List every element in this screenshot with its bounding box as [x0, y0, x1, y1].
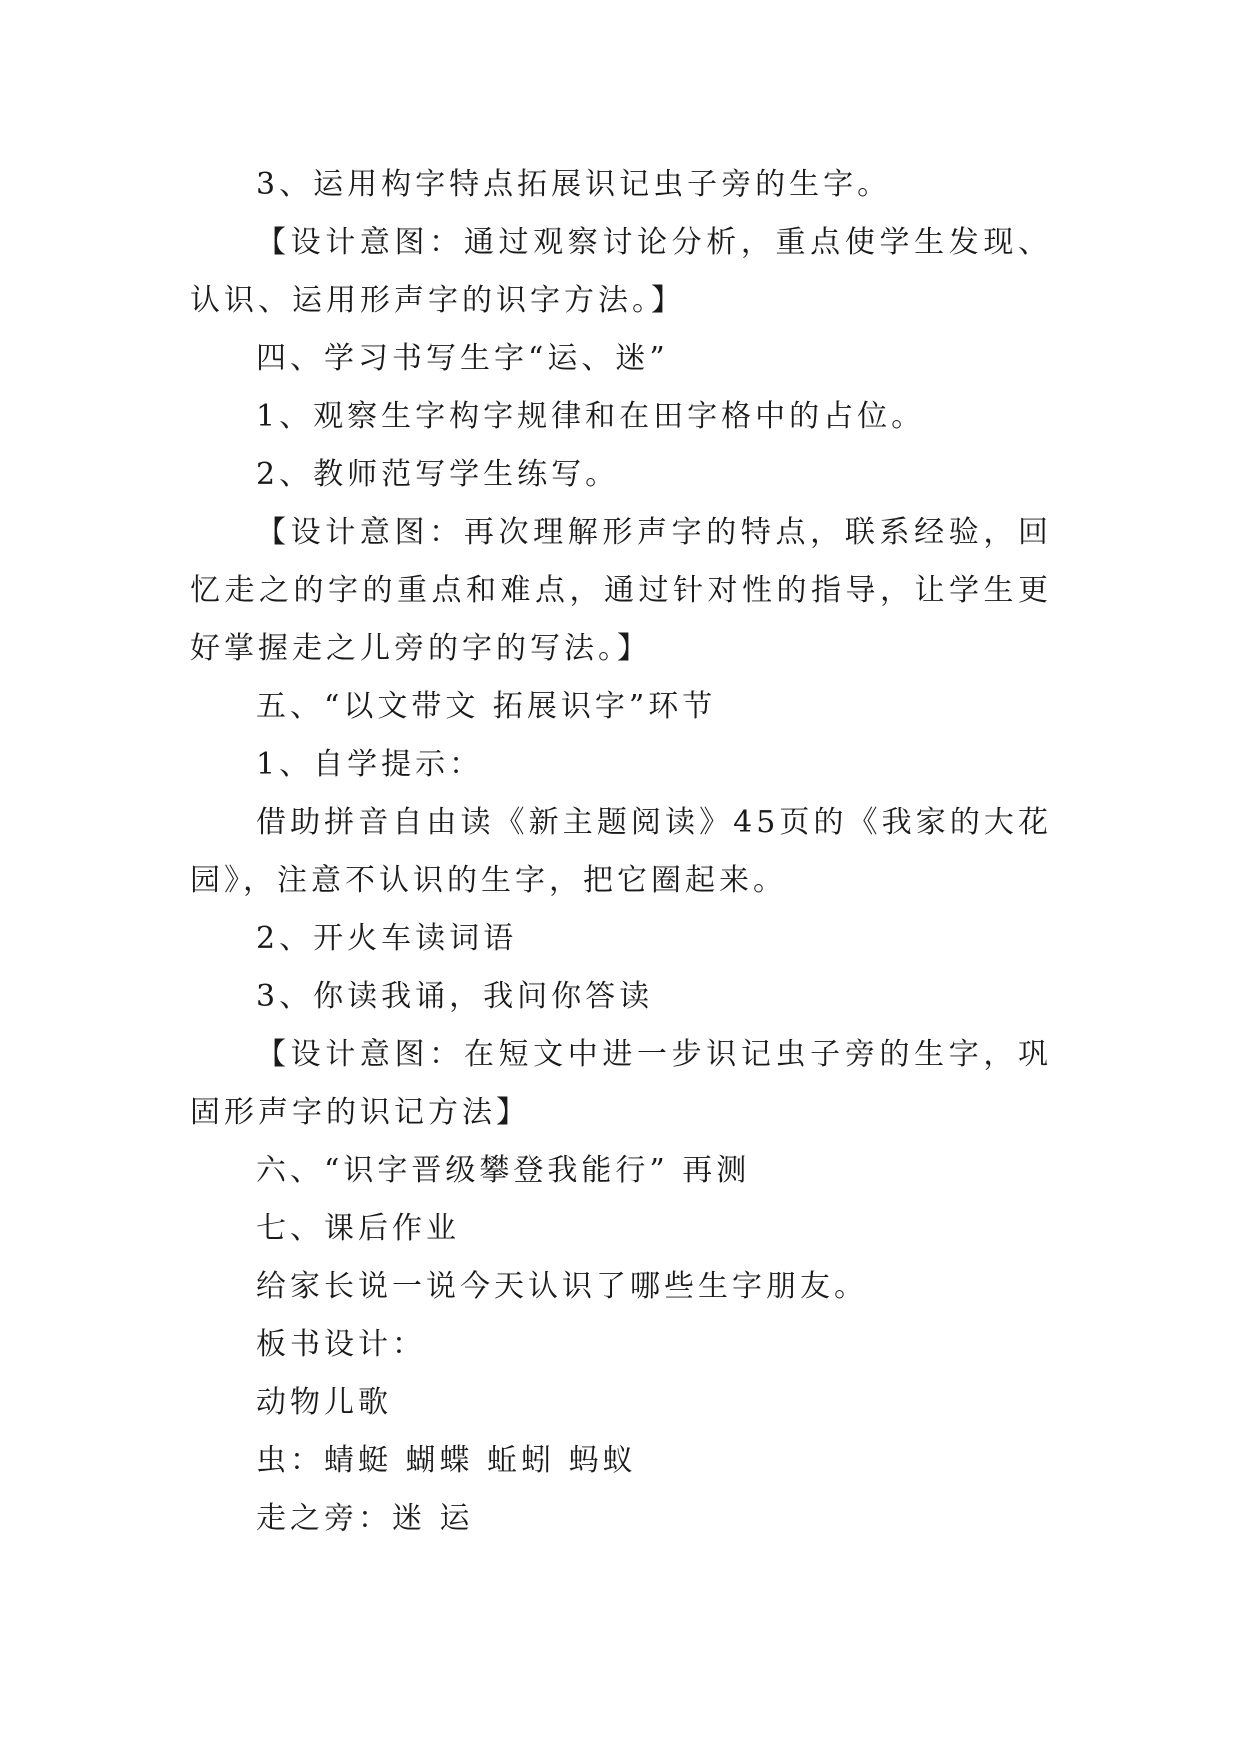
design-intent-note: 【设计意图：在短文中进一步识记虫子旁的生字，巩固形声字的识记方法】	[190, 1037, 1052, 1130]
board-design-line: 动物儿歌	[256, 1385, 392, 1420]
section-heading: 六、“识字晋级攀登我能行” 再测	[256, 1153, 751, 1188]
board-design-line: 走之旁：迷 运	[256, 1501, 474, 1536]
paragraph: 2、教师范写学生练写。	[256, 457, 620, 492]
board-design-title: 板书设计：	[256, 1327, 426, 1362]
paragraph: 给家长说一说今天认识了哪些生字朋友。	[256, 1269, 868, 1304]
board-design-line: 虫：蜻蜓 蝴蝶 蚯蚓 蚂蚁	[256, 1443, 637, 1478]
design-intent-note: 【设计意图：再次理解形声字的特点，联系经验，回忆走之的字的重点和难点，通过针对性的指导，让学生更好掌握走之儿旁的字的写法。】	[190, 515, 1052, 666]
section-heading: 七、课后作业	[256, 1211, 460, 1246]
paragraph: 1、自学提示：	[256, 747, 484, 782]
paragraph: 3、运用构字特点拓展识记虫子旁的生字。	[256, 167, 892, 202]
section-heading: 四、学习书写生字“运、迷”	[256, 341, 669, 376]
design-intent-note: 【设计意图：通过观察讨论分析，重点使学生发现、认识、运用形声字的识字方法。】	[190, 225, 1052, 318]
paragraph: 3、你读我诵，我问你答读	[256, 979, 654, 1014]
paragraph: 1、观察生字构字规律和在田字格中的占位。	[256, 399, 926, 434]
section-heading: 五、“以文带文 拓展识字”环节	[256, 689, 717, 724]
paragraph: 借助拼音自由读《新主题阅读》45页的《我家的大花园》，注意不认识的生字，把它圈起来。	[190, 805, 1052, 898]
paragraph: 2、开火车读词语	[256, 921, 518, 956]
document-body	[190, 156, 1052, 1548]
